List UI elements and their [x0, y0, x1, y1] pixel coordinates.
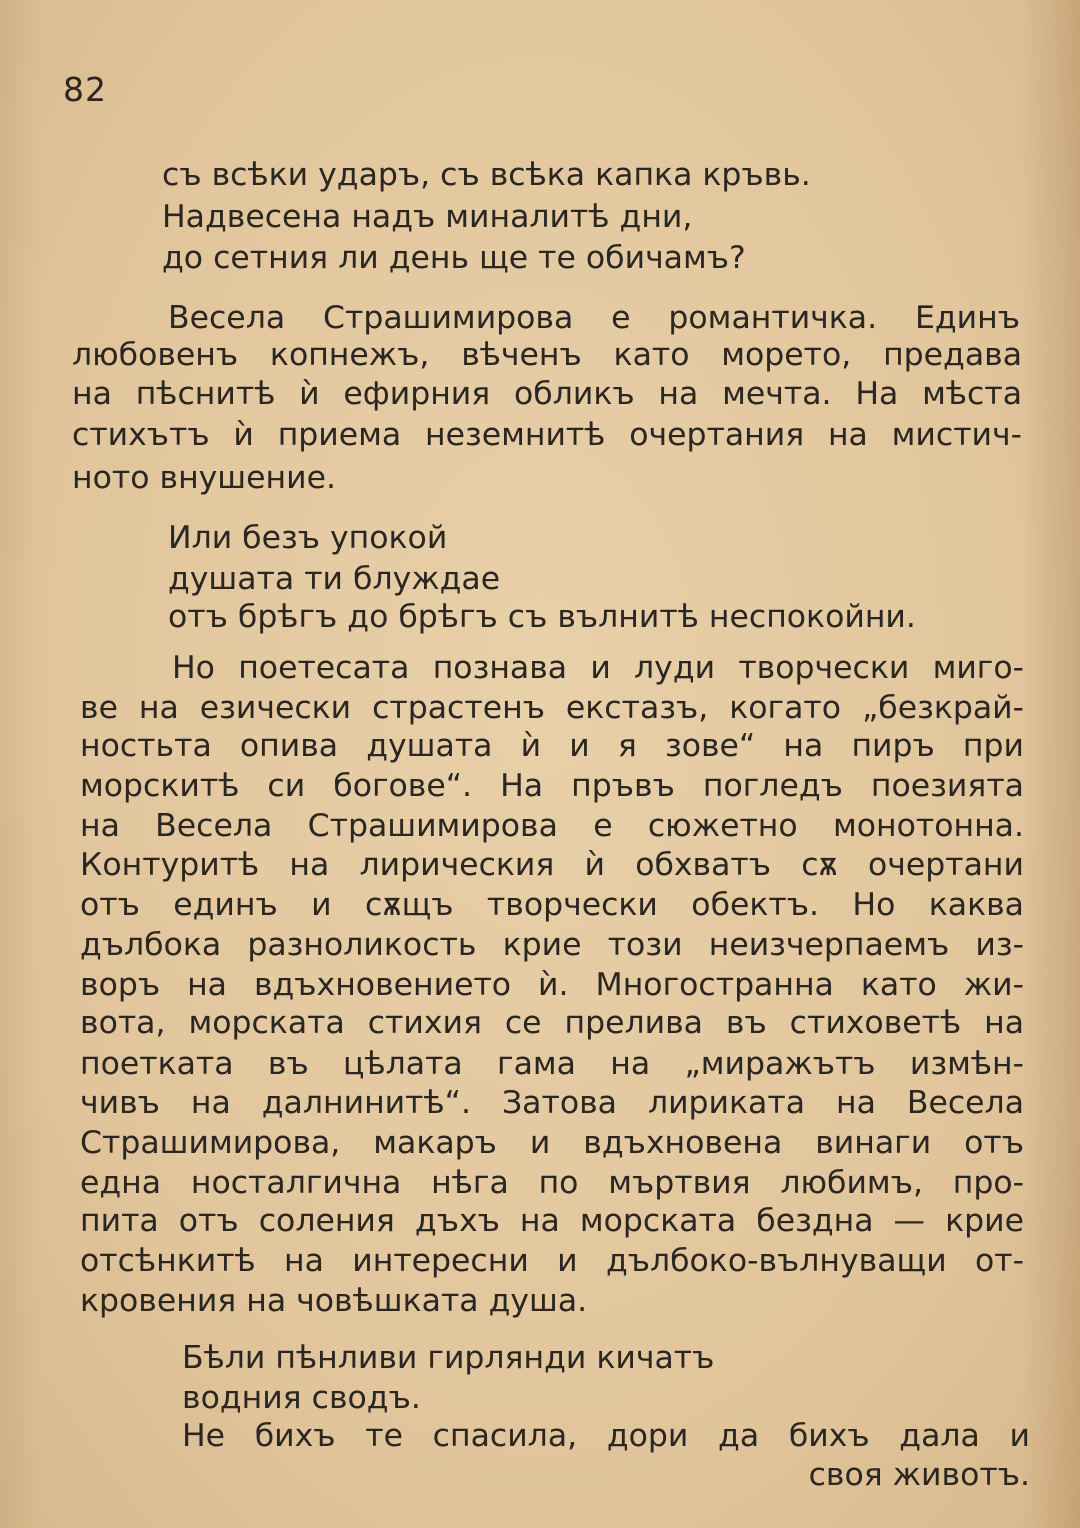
- paragraph-line: ве на езически страстенъ екстазъ, когато „безкрай-: [80, 690, 1024, 726]
- paragraph-line: дълбока разноликость крие този неизчерпаемъ из-: [80, 927, 1024, 963]
- paragraph-line: на пѣснитѣ ѝ ефирния обликъ на мечта. На мѣста: [72, 376, 1022, 412]
- paragraph-line: отсѣнкитѣ на интересни и дълбоко-вълнуващи от-: [80, 1243, 1024, 1279]
- paragraph-line: кровения на човѣшката душа.: [80, 1283, 588, 1319]
- paragraph-line: една носталгична нѣга по мъртвия любимъ, про-: [80, 1165, 1024, 1201]
- paragraph-line: стихътъ ѝ приема неземнитѣ очертания на мистич-: [72, 417, 1022, 453]
- paragraph-line: ностьта опива душата ѝ и я зове“ на пиръ при: [80, 728, 1024, 764]
- verse-line: водния сводъ.: [182, 1380, 421, 1416]
- paragraph-line: на Весела Страшимирова е сюжетно монотонна.: [80, 808, 1024, 844]
- verse-line: съ всѣки ударъ, съ всѣка капка кръвь.: [162, 157, 811, 193]
- paragraph-line: вота, морската стихия се прелива въ стиховетѣ на: [80, 1005, 1024, 1041]
- page-number: 82: [63, 70, 107, 109]
- verse-line: Бѣли пѣнливи гирлянди кичатъ: [182, 1340, 715, 1376]
- paragraph-line: Весела Страшимирова е романтичка. Единъ: [168, 300, 1020, 336]
- verse-line: душата ти блуждае: [168, 561, 501, 597]
- paragraph-line: отъ единъ и сѫщъ творчески обектъ. Но каква: [80, 887, 1024, 923]
- verse-line: Или безъ упокой: [168, 520, 448, 556]
- paragraph-line: морскитѣ си богове“. На пръвъ погледъ поезията: [80, 768, 1024, 804]
- paragraph-line: чивъ на далнинитѣ“. Затова лириката на Весела: [80, 1085, 1024, 1121]
- paragraph-line: пита отъ соления дъхъ на морската бездна — крие: [80, 1203, 1024, 1239]
- paragraph-line: Страшимирова, макаръ и вдъхновена винаги отъ: [80, 1125, 1024, 1161]
- paragraph-line: Но поетесата познава и луди творчески миго-: [172, 650, 1024, 686]
- verse-line: отъ брѣгъ до брѣгъ съ вълнитѣ неспокойни.: [168, 599, 916, 635]
- paragraph-line: ното внушение.: [72, 460, 336, 496]
- verse-line: Не бихъ те спасила, дори да бихъ дала и: [182, 1418, 1030, 1454]
- paragraph-line: поетката въ цѣлата гама на „миражътъ измѣн-: [80, 1046, 1024, 1082]
- verse-line: своя животъ.: [808, 1457, 1030, 1493]
- verse-line: Надвесена надъ миналитѣ дни,: [162, 199, 693, 235]
- paragraph-line: воръ на вдъхновението ѝ. Многостранна като жи-: [80, 967, 1024, 1003]
- verse-line: до сетния ли день ще те обичамъ?: [162, 240, 746, 276]
- paragraph-line: Контуритѣ на лирическия ѝ обхватъ сѫ очертани: [80, 847, 1024, 883]
- paragraph-line: любовенъ копнежъ, вѣченъ като морето, предава: [72, 337, 1022, 373]
